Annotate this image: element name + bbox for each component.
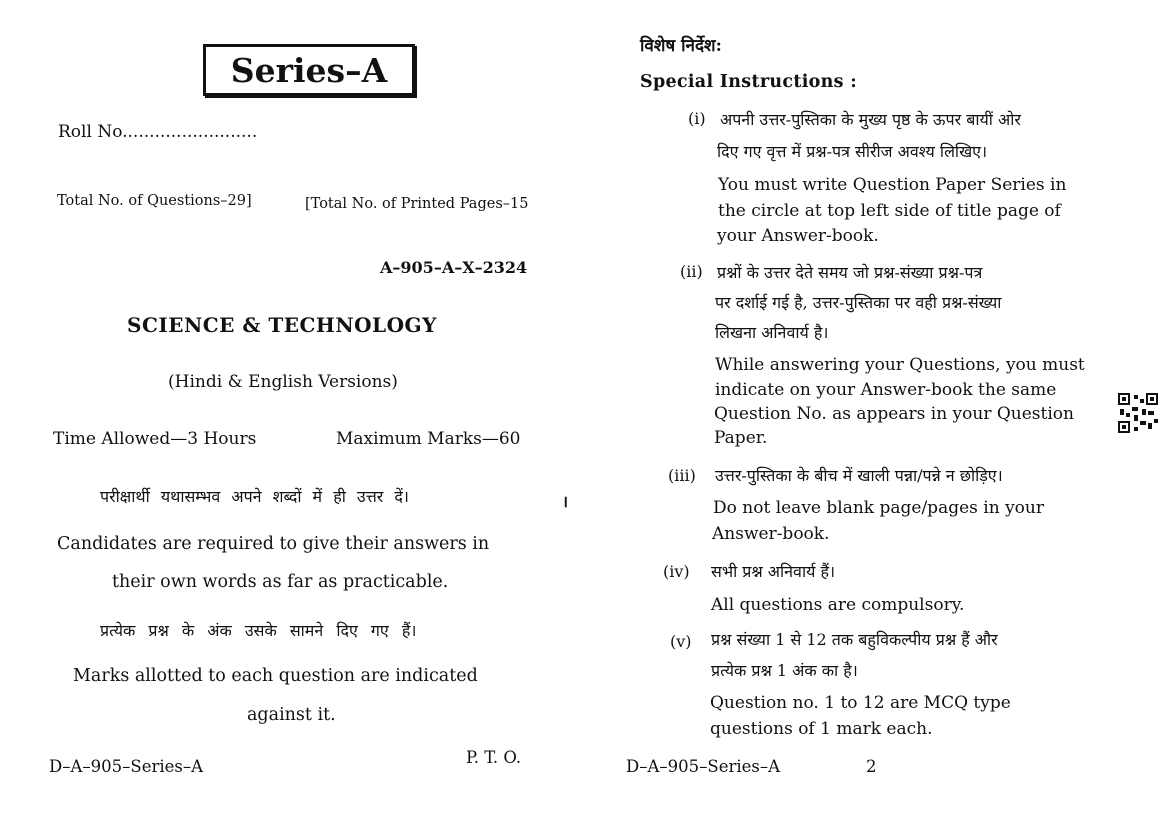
instruction-english-line: You must write Question Paper Series in — [718, 175, 1067, 195]
instruction-number: (v) — [670, 632, 692, 651]
footer-code: D–A–905–Series–A — [626, 757, 781, 776]
instruction-hindi-line: सभी प्रश्न अनिवार्य हैं। — [711, 562, 836, 581]
instruction-english-line: Paper. — [714, 428, 768, 448]
paper-code: A–905–A–X–2324 — [380, 258, 528, 277]
instruction-number: (i) — [688, 109, 706, 128]
hindi-marks-note: प्रत्येक प्रश्न के अंक उसके सामने दिए गए हैं। — [100, 621, 417, 640]
instruction-hindi-line: अपनी उत्तर-पुस्तिका के मुख्य पृष्ठ के ऊपर बायीं ओर — [720, 110, 1021, 129]
total-pages: [Total No. of Printed Pages–15 — [305, 196, 529, 212]
instruction-number: (iii) — [668, 466, 696, 485]
versions: (Hindi & English Versions) — [168, 372, 398, 392]
instruction-hindi-line: प्रश्न संख्या 1 से 12 तक बहुविकल्पीय प्रश्न हैं और — [711, 630, 998, 649]
instruction-english-line: questions of 1 mark each. — [710, 719, 933, 739]
instruction-hindi-line: लिखना अनिवार्य है। — [715, 323, 829, 342]
subject-title: SCIENCE & TECHNOLOGY — [127, 313, 437, 337]
series-box — [203, 44, 415, 96]
marks-line-1: Marks allotted to each question are indicated — [73, 666, 478, 686]
hindi-heading: विशेष निर्देश: — [640, 36, 722, 56]
time-allowed: Time Allowed—3 Hours — [53, 429, 257, 449]
instruction-hindi-line: दिए गए वृत्त में प्रश्न-पत्र सीरीज अवश्य लिखिए। — [717, 142, 988, 161]
footer-code: D–A–905–Series–A — [49, 757, 204, 776]
instruction-hindi-line: उत्तर-पुस्तिका के बीच में खाली पन्ना/पन्ने न छोड़िए। — [715, 466, 1003, 485]
instruction-english-line: While answering your Questions, you must — [715, 355, 1085, 375]
instructions-page — [600, 0, 1169, 827]
series-label: Series–A — [230, 50, 388, 90]
instruction-hindi-line: प्रत्येक प्रश्न 1 अंक का है। — [711, 661, 858, 680]
own-words-line-1: Candidates are required to give their answers in — [57, 534, 490, 554]
total-questions: Total No. of Questions–29] — [57, 193, 252, 209]
instruction-english-line: Answer-book. — [712, 524, 830, 544]
pto-label: P. T. O. — [466, 748, 522, 767]
roll-no: Roll No......................... — [58, 122, 258, 142]
maximum-marks: Maximum Marks—60 — [336, 429, 521, 449]
qr-code-icon — [1118, 393, 1158, 433]
instruction-english-line: Do not leave blank page/pages in your — [713, 498, 1044, 518]
own-words-line-2: their own words as far as practicable. — [112, 572, 449, 592]
instruction-hindi-line: प्रश्नों के उत्तर देते समय जो प्रश्न-संख्या प्रश्न-पत्र — [717, 263, 983, 282]
margin-mark: । — [562, 492, 569, 511]
instruction-english-line: indicate on your Answer-book the same — [715, 380, 1057, 400]
instruction-english-line: your Answer-book. — [717, 226, 879, 246]
special-instructions-heading: Special Instructions : — [640, 72, 857, 92]
page-number: 2 — [866, 757, 877, 776]
marks-line-2: against it. — [247, 705, 336, 725]
instruction-number: (ii) — [680, 262, 703, 281]
instruction-english-line: the circle at top left side of title page of — [718, 201, 1061, 221]
instruction-english-line: All questions are compulsory. — [711, 595, 965, 615]
instruction-english-line: Question No. as appears in your Question — [714, 404, 1074, 424]
instruction-number: (iv) — [663, 562, 690, 581]
instruction-english-line: Question no. 1 to 12 are MCQ type — [710, 693, 1011, 713]
instruction-hindi-line: पर दर्शाई गई है, उत्तर-पुस्तिका पर वही प्रश्न-संख्या — [715, 293, 1002, 312]
hindi-own-words: परीक्षार्थी यथासम्भव अपने शब्दों में ही उत्तर दें। — [100, 487, 409, 506]
